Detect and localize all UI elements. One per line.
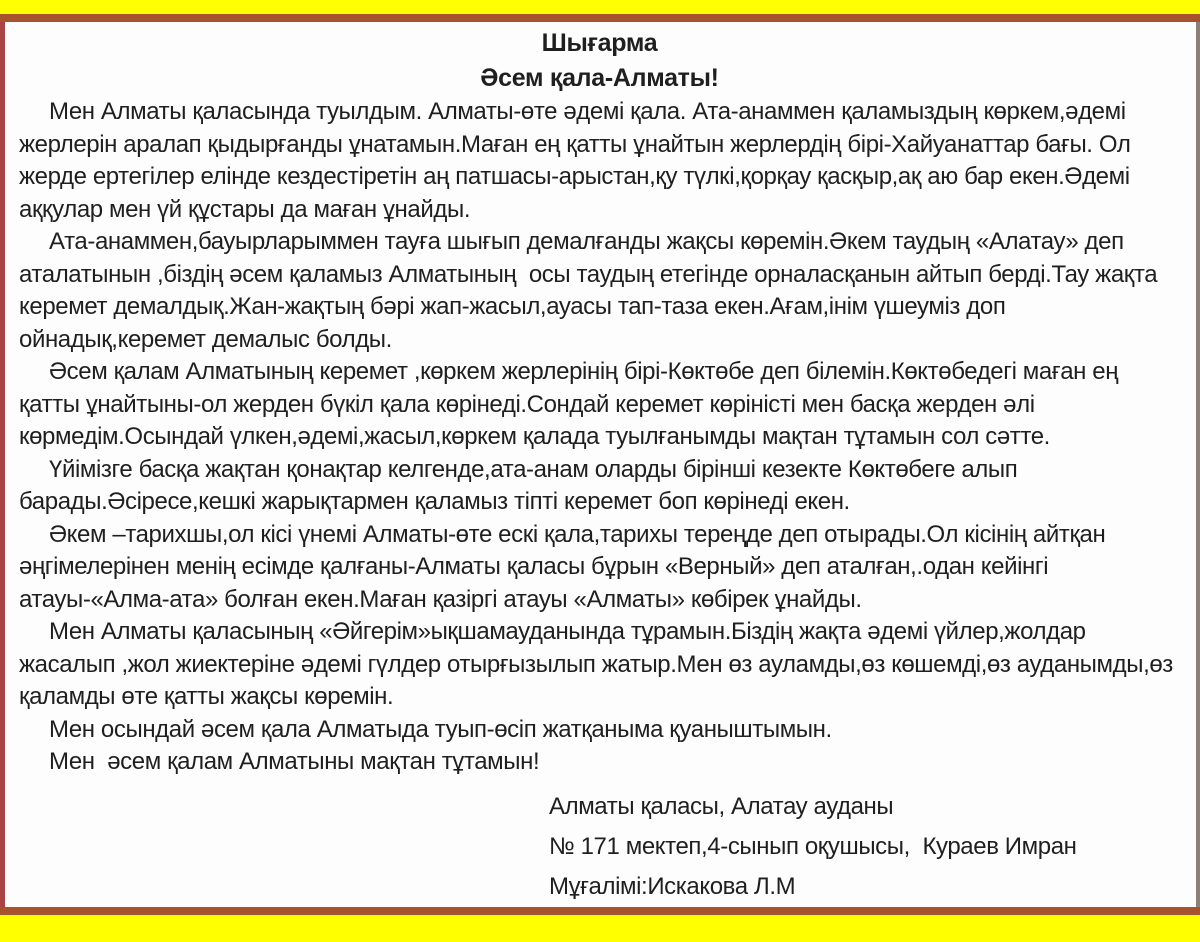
essay-content xyxy=(0,22,1200,907)
essay-paragraph: Үйімізге басқа жақтан қонақтар келгенде,ата-анам оларды бірінші кезекте Көктөбеге алып барады.Әсіресе,кешкі жарықтармен қаламыз тіпті керемет боп көрінеді екен. xyxy=(19,455,1024,515)
signature-block xyxy=(549,787,1180,907)
essay-paragraph: Әсем қалам Алматының керемет ,көркем жерлерінің бірі-Көктөбе деп білемін.Көктөбедегі маған ең қатты ұнайтыны-ол жерден бүкіл қала көрінеді.Сондай керемет көріністі мен басқа жерден әлі көрмедім.Осындай үлкен,әдемі,жасыл,көркем қалада туылғанымды мақтан тұтамын сол сәтте. xyxy=(19,358,1125,450)
essay-paragraph: Әкем –тарихшы,ол кісі үнемі Алматы-өте ескі қала,тарихы тереңде деп отырады.Ол кісінің айтқан әңгімелерінен менің есімде қалғаны-Алматы қаласы бұрын «Верный» деп аталған,.одан кейінгі атауы-«Алма-ата» болған екен.Маған қазіргі атауы «Алматы» көбірек ұнайды. xyxy=(19,520,1112,613)
signature-line: № 171 мектеп,4-сынып оқушысы, Кураев Имран xyxy=(549,832,1077,860)
essay-paragraph: Мен Алматы қаласында туылдым. Алматы-өте әдемі қала. Ата-анаммен қаламыздың көркем,әдемі жерлерін аралап қыдырғанды ұнатамын.Маған ең қатты ұнайтын жерлердің бірі-Хайуанаттар бағы. Ол жерде ертегілер елінде кездестіретін аң патшасы-арыстан,қу түлкі,қорқау қасқыр,ақ аю бар екен.Әдемі аққулар мен үй құстары да маған ұнайды. xyxy=(19,98,1137,223)
essay-paragraph: Мен осындай әсем қала Алматыда туып-өсіп жатқаныма қуаныштымын. xyxy=(49,715,832,743)
essay-paragraph: Мен Алматы қаласының «Әйгерім»ықшамауданында тұрамын.Біздің жақта әдемі үйлер,жолдар жасалып ,жол жиектеріне әдемі гүлдер отырғызылып жатыр.Мен өз ауламды,өз көшемді,өз ауданымды,өз қаламды өте қатты жақсы көремін. xyxy=(19,618,1180,710)
essay-paragraph: Мен әсем қалам Алматыны мақтан тұтамын! xyxy=(49,748,540,775)
top-brown-rule xyxy=(0,14,1200,22)
bottom-yellow-bar xyxy=(0,915,1200,942)
essay-body xyxy=(19,96,1180,779)
essay-subtitle: Әсем қала-Алматы! xyxy=(480,64,719,92)
top-yellow-bar xyxy=(0,0,1200,14)
signature-line: Алматы қаласы, Алатау ауданы xyxy=(549,792,894,820)
bottom-brown-rule xyxy=(0,907,1200,915)
essay-paragraph: Ата-анаммен,бауырларыммен тауға шығып демалғанды жақсы көремін.Әкем таудың «Алатау» деп аталатынын ,біздің әсем қаламыз Алматының осы таудың етегінде орналасқанын айтып берді.Тау жақта керемет демалдық.Жан-жақтың бәрі жап-жасыл,ауасы тап-таза екен.Ағам,інім үшеуміз доп ойнадық,керемет демалыс болды. xyxy=(19,228,1164,353)
essay-title: Шығарма xyxy=(541,29,658,57)
signature-line: Мұғалімі:Искакова Л.М xyxy=(549,872,796,900)
